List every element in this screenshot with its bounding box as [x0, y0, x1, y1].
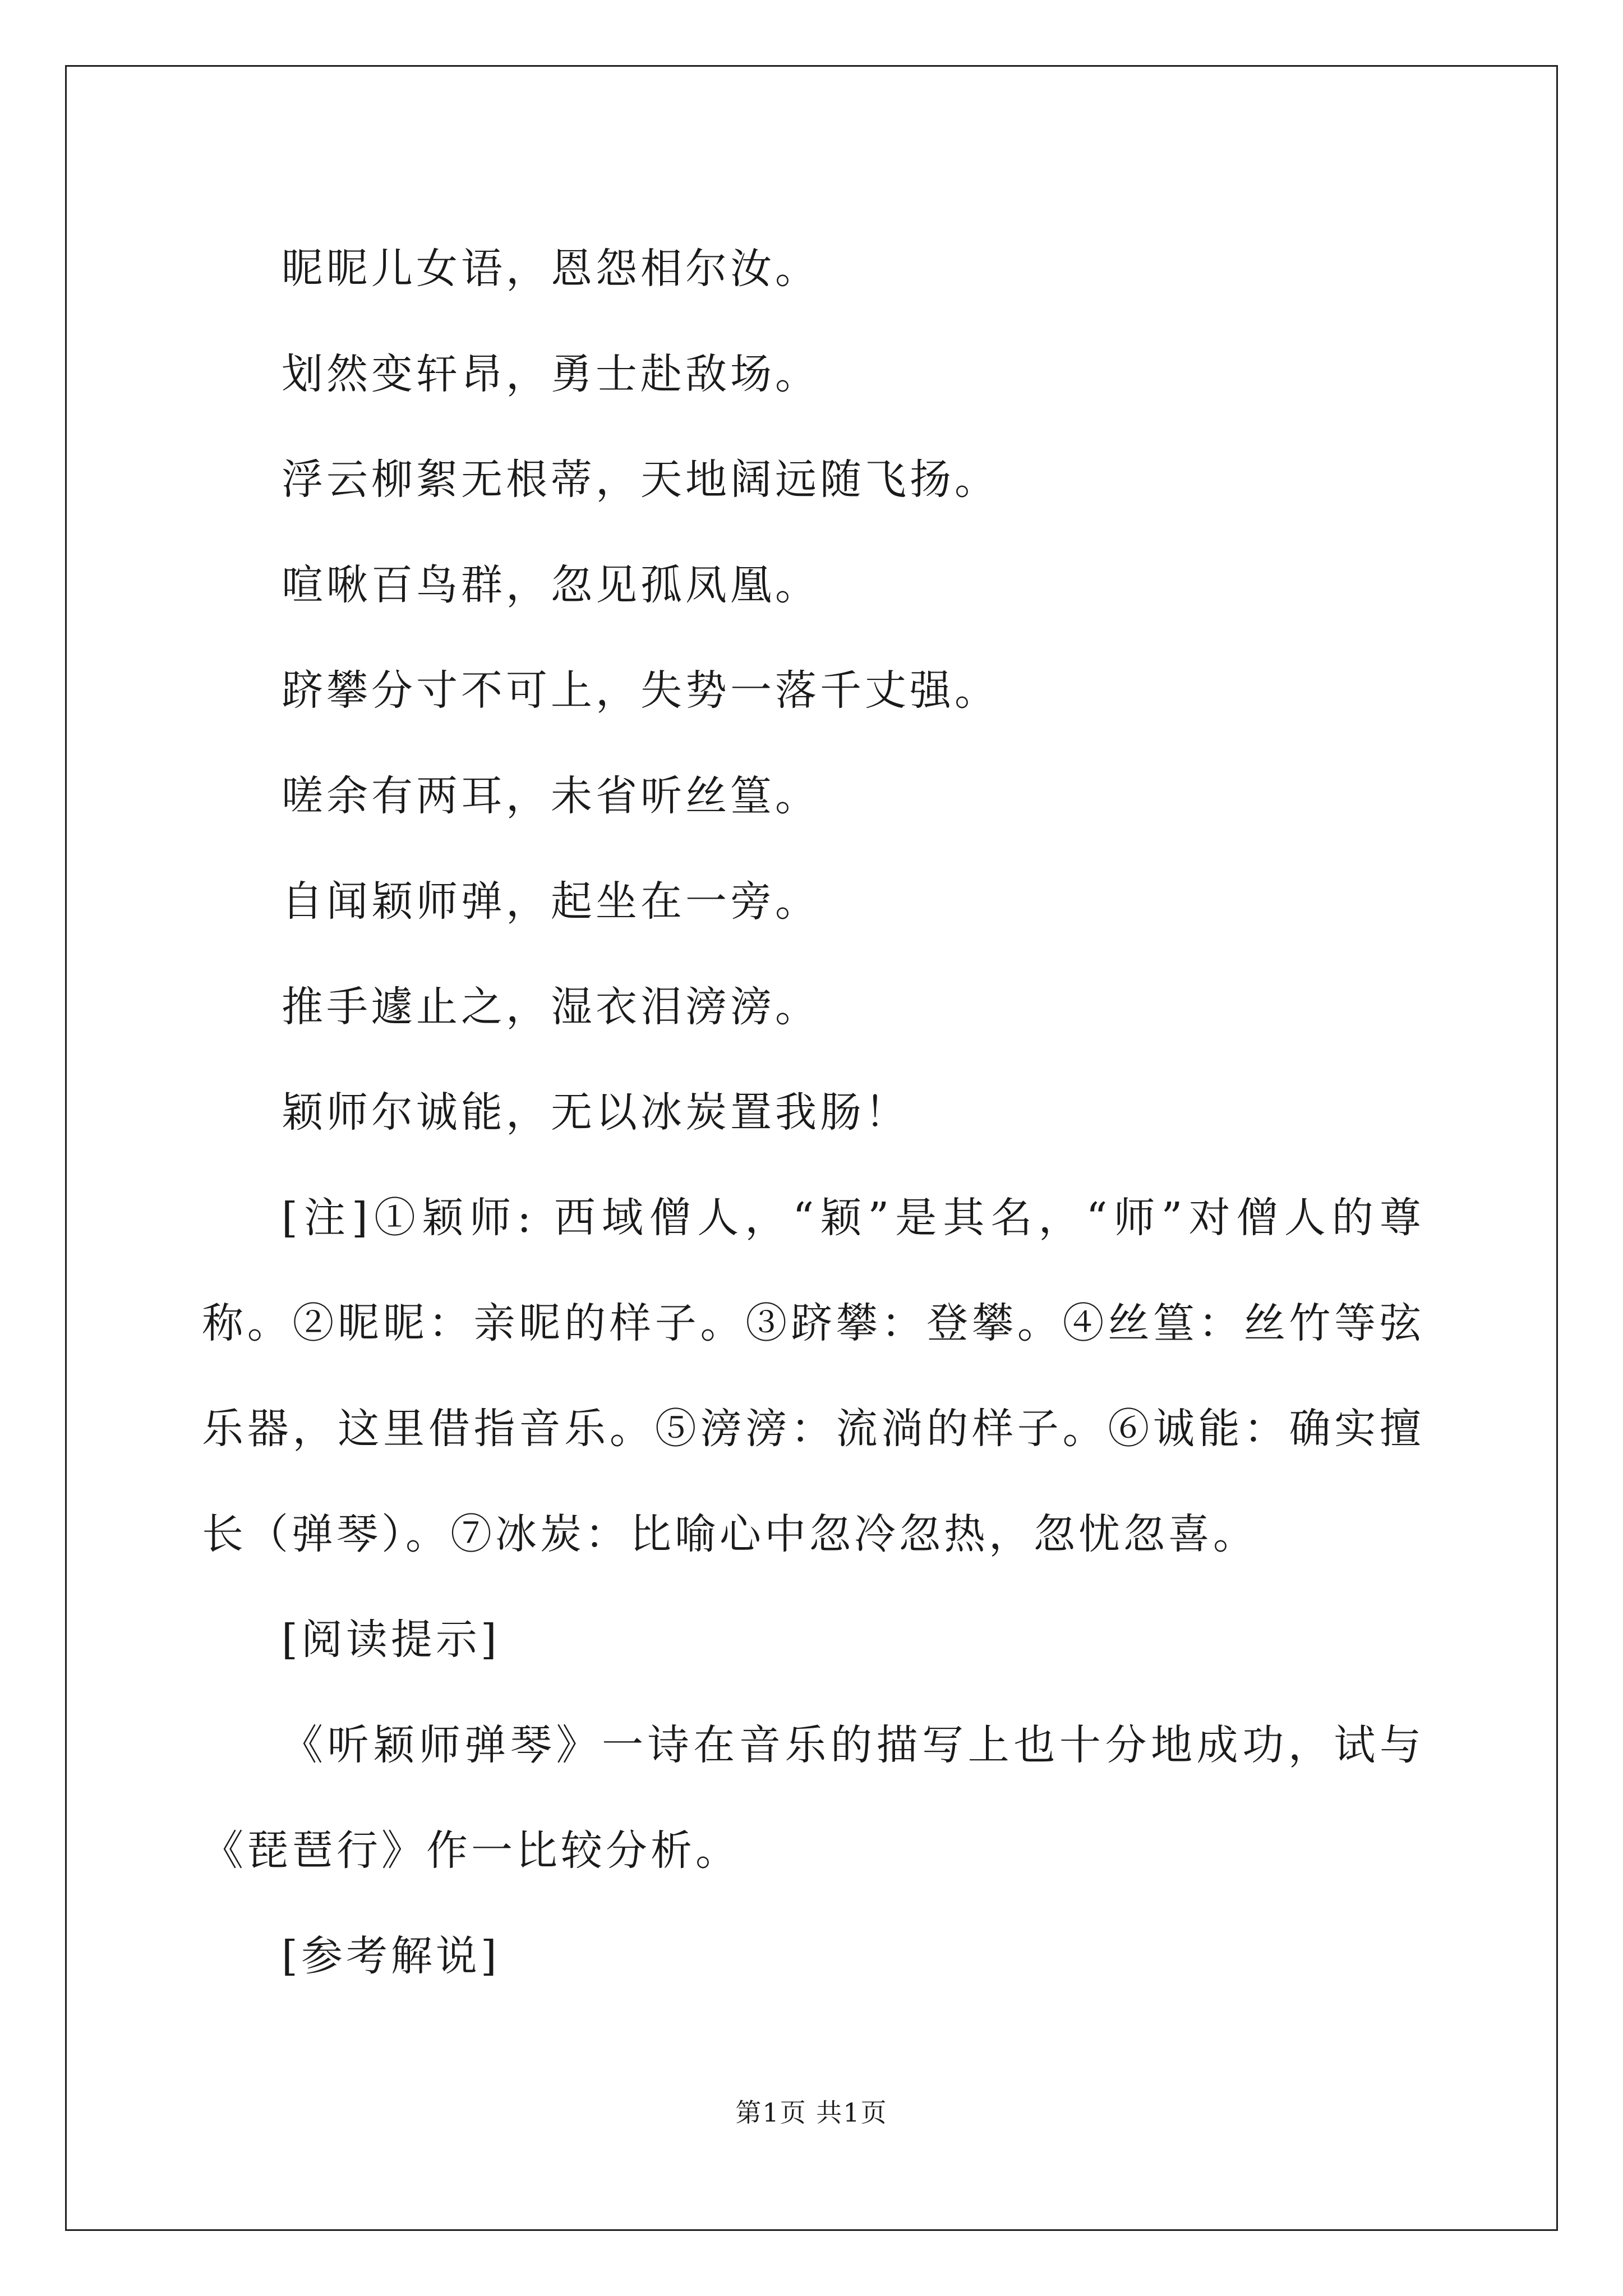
poem-line: 划然变轩昂，勇士赴敌场。: [282, 350, 820, 398]
reading-tip-heading: [阅读提示]: [282, 1616, 500, 1664]
annotation-notes: [注]①颖师: 西域僧人，“颖”是其名，“师”对僧人的尊称。②昵昵：亲昵的样子。③跻攀：登攀。④丝篁：丝竹等弦乐器，这里借指音乐。⑤滂滂：流淌的样子。⑥诚能：确实擅长（弹琴）。⑦冰炭：比喻心中忽冷忽热，忽忧忽喜。: [202, 1194, 1424, 1558]
poem-line: 自闻颖师弹，起坐在一旁。: [282, 877, 820, 926]
page-footer: 第1页 共1页: [735, 2097, 888, 2128]
document-body: [202, 216, 1424, 2009]
poem-line: 昵昵儿女语，恩怨相尔汝。: [282, 245, 820, 293]
reference-heading: [参考解说]: [282, 1932, 500, 1980]
poem-line: 推手遽止之，湿衣泪滂滂。: [282, 983, 820, 1031]
poem-line: 喧啾百鸟群，忽见孤凤凰。: [282, 561, 820, 609]
poem-line: 嗟余有两耳，未省听丝篁。: [282, 772, 820, 820]
poem-line: 颖师尔诚能，无以冰炭置我肠！: [282, 1088, 910, 1137]
reading-tip-text: 《听颖师弹琴》一诗在音乐的描写上也十分地成功，试与《琵琶行》作一比较分析。: [202, 1721, 1424, 1875]
poem-line: 跻攀分寸不可上，失势一落千丈强。: [282, 666, 999, 715]
poem-line: 浮云柳絮无根蒂，天地阔远随飞扬。: [282, 455, 999, 504]
